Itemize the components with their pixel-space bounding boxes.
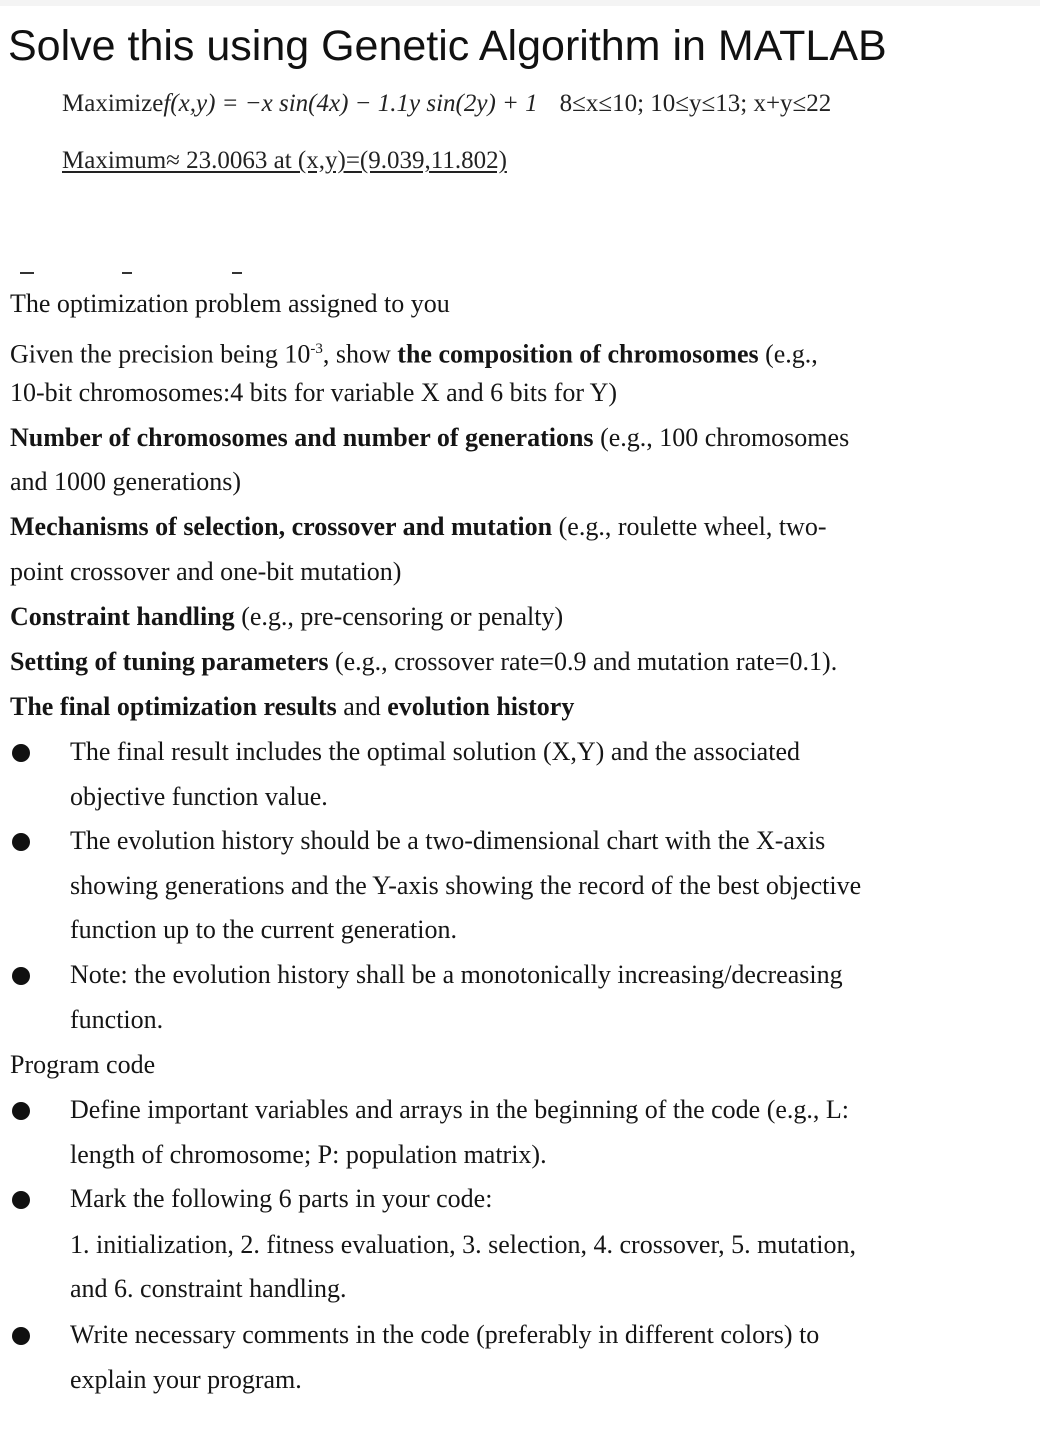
final-results-heading: The final optimization results <box>10 692 337 721</box>
final-results-line <box>10 691 1030 723</box>
mechanisms-line <box>10 511 1030 543</box>
number-example: and 1000 generations) <box>10 467 242 496</box>
top-strip <box>0 0 1040 6</box>
assigned-line: The optimization problem assigned to you <box>10 289 450 318</box>
chromosome-composition-heading: the composition of chromosomes <box>397 339 759 369</box>
objective-line <box>62 88 831 120</box>
number-heading: Number of chromosomes and number of generations <box>10 423 594 452</box>
precision-example: 10-bit chromosomes:4 bits for variable X and 6 bits for Y) <box>10 378 618 407</box>
bullet-text: function up to the current generation. <box>70 915 457 944</box>
constraint-text: (e.g., pre-censoring or penalty) <box>234 602 564 631</box>
maximize-label: Maximize <box>62 90 164 117</box>
number-line <box>10 422 1030 454</box>
bullet-text: showing generations and the Y-axis showing the record of the best objective <box>70 871 862 900</box>
bullet-icon <box>12 1102 30 1120</box>
bullet-text: length of chromosome; P: population matrix). <box>70 1140 547 1169</box>
bullet-text: The final result includes the optimal solution (X,Y) and the associated <box>70 737 800 766</box>
evolution-history-heading: evolution history <box>387 692 575 721</box>
number-text: (e.g., 100 chromosomes <box>593 423 850 452</box>
bullet-text: Note: the evolution history shall be a monotonically increasing/decreasing <box>70 960 843 989</box>
bullet-text: 1. initialization, 2. fitness evaluation, 3. selection, 4. crossover, 5. mutation, <box>70 1230 857 1259</box>
page-title: Solve this using Genetic Algorithm in MATLAB <box>8 22 887 70</box>
bullet-text: function. <box>70 1005 164 1034</box>
bullet-icon <box>12 744 30 762</box>
final-and: and <box>336 692 388 721</box>
mechanisms-example: point crossover and one-bit mutation) <box>10 557 402 586</box>
mechanisms-heading: Mechanisms of selection, crossover and mutation <box>10 512 553 541</box>
program-code-heading: Program code <box>10 1050 156 1079</box>
constraint-heading: Constraint handling <box>10 602 235 631</box>
divider-mark <box>232 272 242 274</box>
tuning-text: (e.g., crossover rate=0.9 and mutation rate=0.1). <box>328 647 838 676</box>
bullet-text: Mark the following 6 parts in your code: <box>70 1184 493 1213</box>
bullet-text: and 6. constraint handling. <box>70 1274 347 1303</box>
divider-mark <box>20 272 34 274</box>
precision-exponent: -3 <box>310 341 323 357</box>
constraints: 8≤x≤10; 10≤y≤13; x+y≤22 <box>559 90 832 117</box>
tuning-heading: Setting of tuning parameters <box>10 647 329 676</box>
divider-mark <box>122 272 132 274</box>
precision-text: Given the precision being 10 <box>10 339 311 369</box>
precision-text-2: , show <box>322 339 398 369</box>
precision-text-3: (e.g., <box>758 339 818 369</box>
function-rhs: = −x sin(4x) − 1.1y sin(2y) + 1 <box>215 90 538 117</box>
maximum-result: Maximum≈ 23.0063 at (x,y)=(9.039,11.802) <box>62 147 507 174</box>
bullet-text: Write necessary comments in the code (preferably in different colors) to <box>70 1320 820 1349</box>
bullet-text: The evolution history should be a two-dimensional chart with the X-axis <box>70 826 826 855</box>
function-lhs: f(x,y) <box>163 90 216 117</box>
bullet-text: objective function value. <box>70 782 328 811</box>
tuning-line <box>10 646 1030 678</box>
bullet-icon <box>12 1327 30 1345</box>
bullet-text: Define important variables and arrays in the beginning of the code (e.g., L: <box>70 1095 850 1124</box>
constraint-line <box>10 601 1030 633</box>
mechanisms-text: (e.g., roulette wheel, two- <box>552 512 827 541</box>
bullet-icon <box>12 967 30 985</box>
bullet-text: explain your program. <box>70 1365 302 1394</box>
bullet-icon <box>12 833 30 851</box>
bullet-icon <box>12 1191 30 1209</box>
precision-line <box>10 333 1030 371</box>
